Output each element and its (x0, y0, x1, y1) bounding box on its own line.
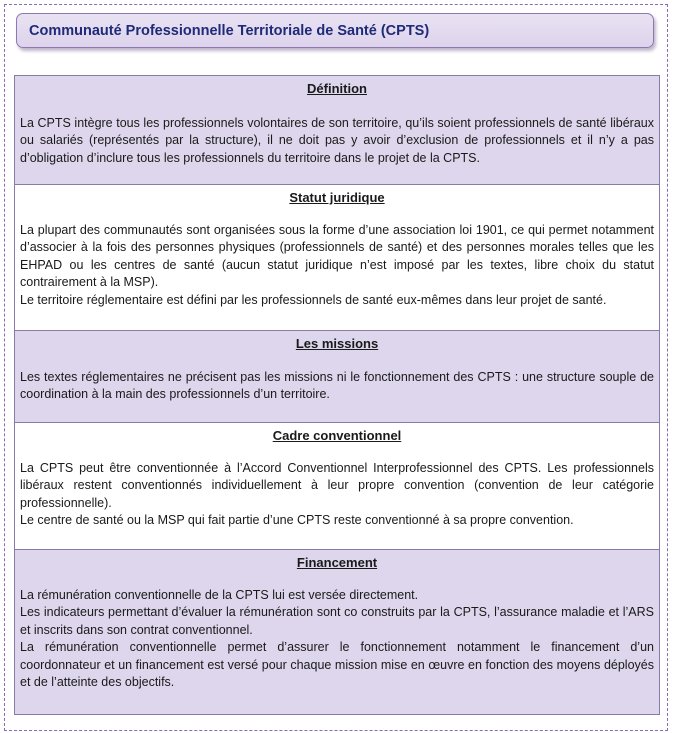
paragraph: Les indicateurs permettant d’évaluer la rémunération sont co construits par la CPTS, l’assurance maladie et l’ARS et inscrits dans son contrat conventionnel. (20, 605, 654, 637)
paragraph: La rémunération conventionnelle permet d’assurer le fonctionnement notamment le financement d’un coordonnateur et un financement est versé pour chaque mission mise en œuvre en fonction des moyens déployés et de l’atteinte des objectifs. (20, 640, 654, 690)
page-title: Communauté Professionnelle Territoriale de Santé (CPTS) (29, 23, 430, 39)
section-missions (15, 331, 659, 423)
paragraph: La rémunération conventionnelle de la CPTS lui est versée directement. (20, 588, 419, 602)
section-heading: Les missions (295, 336, 379, 351)
paragraph: La plupart des communautés sont organisées sous la forme d’une association loi 1901, ce qui permet notamment d’associer à la fois des personnes physiques (professionnels de santé) et des personnes morales telles que les EHPAD ou les centres de santé (aucun statut juridique n’est imposé par les textes, libre choix du statut contrairement à la MSP). (20, 223, 654, 290)
section-cadre-conventionnel (15, 423, 659, 550)
info-table (14, 75, 660, 715)
paragraph: Les textes réglementaires ne précisent pas les missions ni le fonctionnement des CPTS : une structure souple de coordination à la main des professionnels d’un territoire. (20, 370, 654, 402)
section-heading: Cadre conventionnel (272, 428, 402, 443)
paragraph: Le centre de santé ou la MSP qui fait partie d’une CPTS reste conventionné à sa propre convention. (20, 513, 574, 528)
section-body (15, 353, 659, 404)
section-heading: Définition (307, 81, 367, 96)
title-banner (16, 13, 654, 48)
section-heading: Financement (296, 555, 378, 570)
paragraph: Le territoire réglementaire est défini par les professionnels de santé eux-mêmes dans leur projet de santé. (20, 292, 607, 307)
section-statut-juridique (15, 185, 659, 331)
paragraph: La CPTS intègre tous les professionnels volontaires de son territoire, qu’ils soient professionnels de santé libéraux ou salariés (représentés par la structure), il ne doit pas y avoir d’exclusion de professionnels et il n’y a pas d’obligation d’inclure tous les professionnels du territoire dans le projet de la CPTS. (20, 116, 654, 165)
section-body (15, 445, 659, 530)
section-body (15, 572, 659, 691)
section-body (15, 98, 659, 167)
section-heading: Statut juridique (289, 190, 385, 205)
paragraph: La CPTS peut être conventionnée à l’Accord Conventionnel Interprofessionnel des CPTS. Les professionnels libéraux restent conventionnés individuellement à leur propre convention (convention de leur catégorie professionnelle). (20, 461, 654, 510)
section-body (15, 207, 659, 309)
section-definition (15, 76, 659, 185)
section-financement (15, 550, 659, 714)
